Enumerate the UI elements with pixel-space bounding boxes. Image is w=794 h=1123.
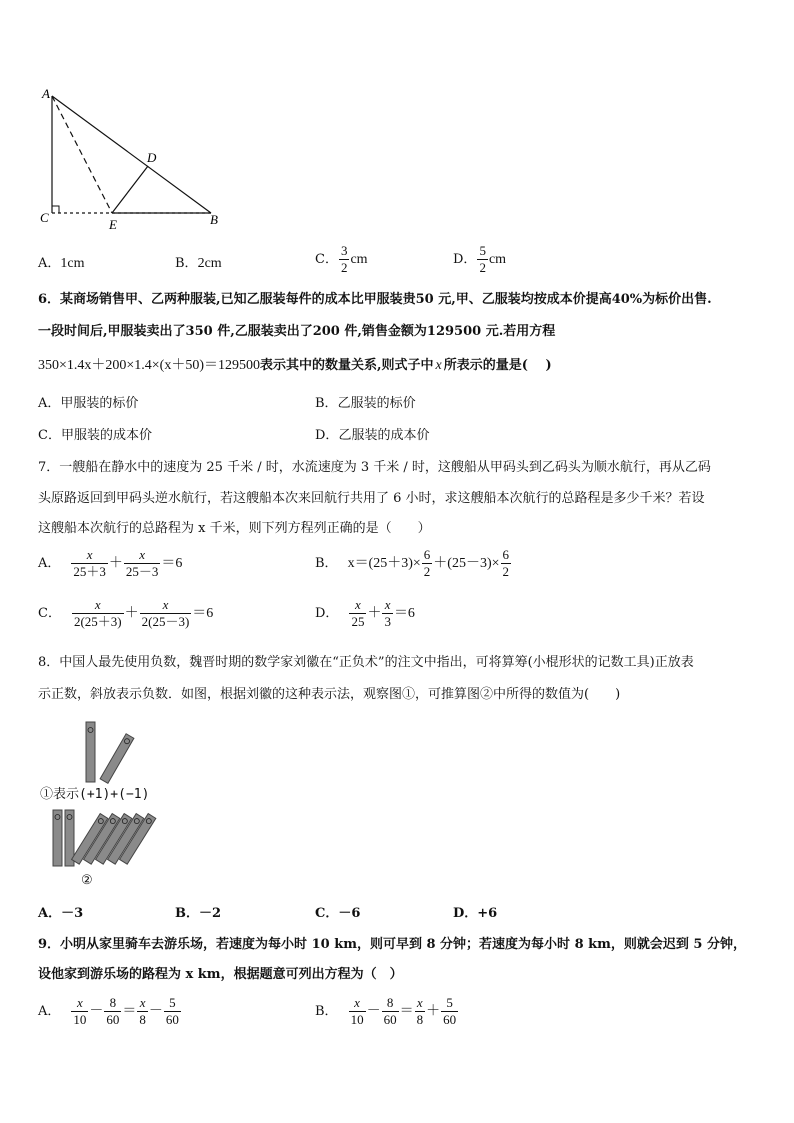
- q8-option-c[interactable]: C．－6: [315, 906, 361, 921]
- fraction: $\frac{3}{2}$: [340, 243, 348, 275]
- q9-line-1: 9．小明从家里骑车去游乐场，若速度为每小时 10 km，则可早到 8 分钟；若速度为每小时 8 km，则就会迟到 5 分钟，: [38, 937, 747, 952]
- right-angle-mark: [52, 206, 59, 213]
- option-letter: D．: [453, 251, 477, 267]
- q6-option-d[interactable]: D．乙服装的成本价: [315, 428, 430, 443]
- q6-option-a[interactable]: A．甲服装的标价: [38, 396, 139, 411]
- q7-option-a[interactable]: A． $\frac{x}{25+3}$ ＋ $\frac{x}{25-3}$ ＝6: [38, 547, 183, 579]
- label-e: E: [109, 217, 117, 232]
- q8-option-d[interactable]: D．+6: [453, 906, 498, 921]
- figure-1-caption: ①表示(+1)+(−1): [40, 787, 150, 802]
- q6-option-b[interactable]: B．乙服装的标价: [315, 396, 416, 411]
- option-letter: A．: [38, 256, 61, 271]
- q9-option-b[interactable]: B． $\frac{x}{10}$ － $\frac{8}{60}$ ＝ $\frac{x}{8}$ ＋ $\frac{5}{60}$: [315, 995, 457, 1027]
- label-b: B: [210, 212, 218, 227]
- q7-option-d[interactable]: D． $\frac{x}{25}$ ＋ $\frac{x}{3}$ ＝6: [315, 597, 415, 629]
- q6-line-1: 6．某商场销售甲、乙两种服装,已知乙服装每件的成本比甲服装贵50 元,甲、乙服装均按成本价提高40%为标价出售.: [38, 292, 712, 307]
- q9-option-a[interactable]: A． $\frac{x}{10}$ － $\frac{8}{60}$ ＝ $\frac{x}{8}$ － $\frac{5}{60}$: [38, 995, 179, 1027]
- q6-line-3: [38, 357, 552, 375]
- q6-line-3-end: 所表示的量是( ): [443, 358, 552, 373]
- q6-equation: 350×1.4x＋200×1.4×(x＋50)＝129500: [38, 358, 261, 373]
- q8-option-a[interactable]: A．－3: [38, 906, 84, 921]
- rod-slanted: [100, 734, 134, 784]
- label-d: D: [147, 150, 157, 165]
- q7-line-2: 头原路返回到甲码头逆水航行，若这艘船本次来回航行共用了 6 小时，求这艘船本次航行的总路程是多少千米？若设: [38, 491, 705, 506]
- counting-rods-figure-1: [80, 720, 150, 786]
- label-a: A: [42, 86, 50, 101]
- rod-upright: [86, 722, 95, 782]
- q5-option-d[interactable]: [453, 244, 506, 275]
- q6-line-2: 一段时间后,甲服装卖出了350 件,乙服装卖出了200 件,销售金额为129500 元.若用方程: [38, 324, 556, 339]
- option-text: 2cm: [197, 256, 222, 271]
- counting-rods-figure-2: [50, 808, 170, 870]
- q6-option-c[interactable]: C．甲服装的成本价: [38, 428, 152, 443]
- figure-2-caption: ②: [81, 873, 93, 888]
- option-unit: cm: [488, 251, 507, 267]
- option-letter: B．: [175, 256, 198, 271]
- q8-option-b[interactable]: B．－2: [175, 906, 222, 921]
- q5-option-b[interactable]: [175, 255, 222, 273]
- q5-option-c[interactable]: [315, 244, 368, 275]
- q8-line-2: 示正数，斜放表示负数．如图，根据刘徽的这种表示法，观察图①，可推算图②中所得的数值为( ): [38, 687, 621, 702]
- segment-ab: [52, 96, 211, 213]
- q7-option-c[interactable]: C． $\frac{x}{2(25+3)}$ ＋ $\frac{x}{2(25-3)}$ ＝6: [38, 597, 214, 629]
- fraction: $\frac{5}{2}$: [479, 243, 486, 275]
- label-c: C: [40, 210, 49, 225]
- q6-variable: x: [435, 358, 442, 373]
- q7-line-3: 这艘船本次航行的总路程为 x 千米，则下列方程列正确的是（ ）: [38, 521, 431, 536]
- segment-ae-dashed: [52, 96, 112, 213]
- segment-de: [112, 166, 148, 213]
- q7-line-1: 7．一艘船在静水中的速度为 25 千米 / 时，水流速度为 3 千米 / 时，这艘船从甲码头到乙码头为顺水航行，再从乙码: [38, 460, 711, 475]
- option-text: 1cm: [60, 256, 85, 271]
- q8-line-1: 8．中国人最先使用负数，魏晋时期的数学家刘徽在“正负术”的注文中指出，可将算筹(小棍形状的记数工具)正放表: [38, 655, 694, 670]
- q5-option-a[interactable]: [38, 255, 85, 273]
- q6-line-3-text: 表示其中的数量关系,则式子中: [260, 358, 434, 373]
- option-unit: cm: [350, 251, 368, 267]
- option-letter: C．: [315, 251, 338, 267]
- q9-line-2: 设他家到游乐场的路程为 x km，根据题意可列出方程为（ ）: [38, 967, 403, 982]
- triangle-figure: [36, 84, 226, 234]
- rod-upright: [53, 810, 62, 866]
- q7-option-b[interactable]: B． x＝(25＋3)× $\frac{6}{2}$ ＋(25－3)× $\frac{6}{2}$: [315, 547, 510, 579]
